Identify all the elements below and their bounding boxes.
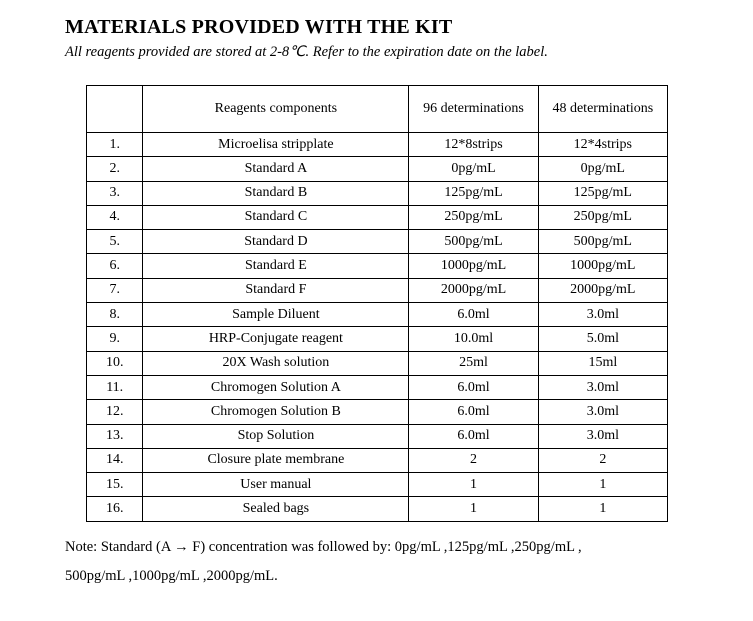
cell-number: 2. (87, 157, 143, 181)
cell-96-determinations: 12*8strips (409, 133, 538, 157)
table-row (87, 327, 668, 351)
cell-48-determinations: 3.0ml (538, 424, 667, 448)
cell-48-determinations: 2 (538, 448, 667, 472)
cell-component-name: Sealed bags (143, 497, 409, 521)
table-header (87, 86, 668, 133)
storage-subtitle: All reagents provided are stored at 2-8℃. Refer to the expiration date on the label. (65, 44, 548, 60)
cell-48-determinations: 3.0ml (538, 303, 667, 327)
cell-96-determinations: 25ml (409, 351, 538, 375)
cell-component-name: Stop Solution (143, 424, 409, 448)
materials-table (86, 85, 668, 522)
table-row (87, 473, 668, 497)
cell-number: 11. (87, 375, 143, 399)
table-row (87, 375, 668, 399)
cell-component-name: Closure plate membrane (143, 448, 409, 472)
cell-component-name: Chromogen Solution A (143, 375, 409, 399)
table-row (87, 424, 668, 448)
cell-96-determinations: 0pg/mL (409, 157, 538, 181)
cell-component-name: Sample Diluent (143, 303, 409, 327)
cell-component-name: Standard C (143, 205, 409, 229)
table-row (87, 497, 668, 521)
table-row (87, 254, 668, 278)
note-line-2: 500pg/mL ,1000pg/mL ,2000pg/mL. (65, 568, 278, 585)
cell-96-determinations: 6.0ml (409, 375, 538, 399)
table-row (87, 278, 668, 302)
note-line-1: Note: Standard (A → F) concentration was followed by: 0pg/mL ,125pg/mL ,250pg/mL , (65, 539, 582, 555)
cell-96-determinations: 2 (409, 448, 538, 472)
table-row (87, 133, 668, 157)
cell-number: 13. (87, 424, 143, 448)
cell-number: 10. (87, 351, 143, 375)
table-row (87, 400, 668, 424)
cell-component-name: HRP-Conjugate reagent (143, 327, 409, 351)
cell-96-determinations: 250pg/mL (409, 205, 538, 229)
cell-number: 15. (87, 473, 143, 497)
cell-number: 8. (87, 303, 143, 327)
cell-component-name: Standard A (143, 157, 409, 181)
cell-48-determinations: 15ml (538, 351, 667, 375)
cell-number: 14. (87, 448, 143, 472)
cell-number: 5. (87, 230, 143, 254)
cell-number: 12. (87, 400, 143, 424)
cell-48-determinations: 1000pg/mL (538, 254, 667, 278)
column-header-96-determinations: 96 determinations (409, 86, 538, 133)
cell-component-name: Chromogen Solution B (143, 400, 409, 424)
table-header-row (87, 86, 668, 133)
cell-component-name: Standard F (143, 278, 409, 302)
note-block (65, 536, 705, 589)
cell-48-determinations: 125pg/mL (538, 181, 667, 205)
cell-96-determinations: 500pg/mL (409, 230, 538, 254)
cell-96-determinations: 125pg/mL (409, 181, 538, 205)
cell-component-name: Standard B (143, 181, 409, 205)
cell-component-name: Standard D (143, 230, 409, 254)
page-title: MATERIALS PROVIDED WITH THE KIT (65, 16, 453, 38)
cell-96-determinations: 6.0ml (409, 424, 538, 448)
cell-48-determinations: 500pg/mL (538, 230, 667, 254)
cell-48-determinations: 3.0ml (538, 400, 667, 424)
cell-48-determinations: 3.0ml (538, 375, 667, 399)
cell-number: 4. (87, 205, 143, 229)
table-row (87, 157, 668, 181)
cell-48-determinations: 2000pg/mL (538, 278, 667, 302)
cell-96-determinations: 10.0ml (409, 327, 538, 351)
cell-48-determinations: 250pg/mL (538, 205, 667, 229)
cell-48-determinations: 0pg/mL (538, 157, 667, 181)
cell-component-name: Microelisa stripplate (143, 133, 409, 157)
table-row (87, 230, 668, 254)
table-body (87, 133, 668, 522)
cell-number: 7. (87, 278, 143, 302)
cell-96-determinations: 6.0ml (409, 303, 538, 327)
cell-48-determinations: 1 (538, 497, 667, 521)
cell-48-determinations: 1 (538, 473, 667, 497)
cell-number: 1. (87, 133, 143, 157)
cell-number: 9. (87, 327, 143, 351)
table-row (87, 181, 668, 205)
column-header-number (87, 86, 143, 133)
cell-component-name: 20X Wash solution (143, 351, 409, 375)
table-row (87, 448, 668, 472)
column-header-components: Reagents components (143, 86, 409, 133)
cell-96-determinations: 6.0ml (409, 400, 538, 424)
cell-96-determinations: 1 (409, 473, 538, 497)
cell-48-determinations: 12*4strips (538, 133, 667, 157)
table-row (87, 205, 668, 229)
cell-number: 6. (87, 254, 143, 278)
cell-96-determinations: 1000pg/mL (409, 254, 538, 278)
cell-component-name: Standard E (143, 254, 409, 278)
column-header-48-determinations: 48 determinations (538, 86, 667, 133)
cell-number: 3. (87, 181, 143, 205)
cell-96-determinations: 2000pg/mL (409, 278, 538, 302)
cell-96-determinations: 1 (409, 497, 538, 521)
cell-component-name: User manual (143, 473, 409, 497)
cell-48-determinations: 5.0ml (538, 327, 667, 351)
table-row (87, 303, 668, 327)
table-row (87, 351, 668, 375)
cell-number: 16. (87, 497, 143, 521)
